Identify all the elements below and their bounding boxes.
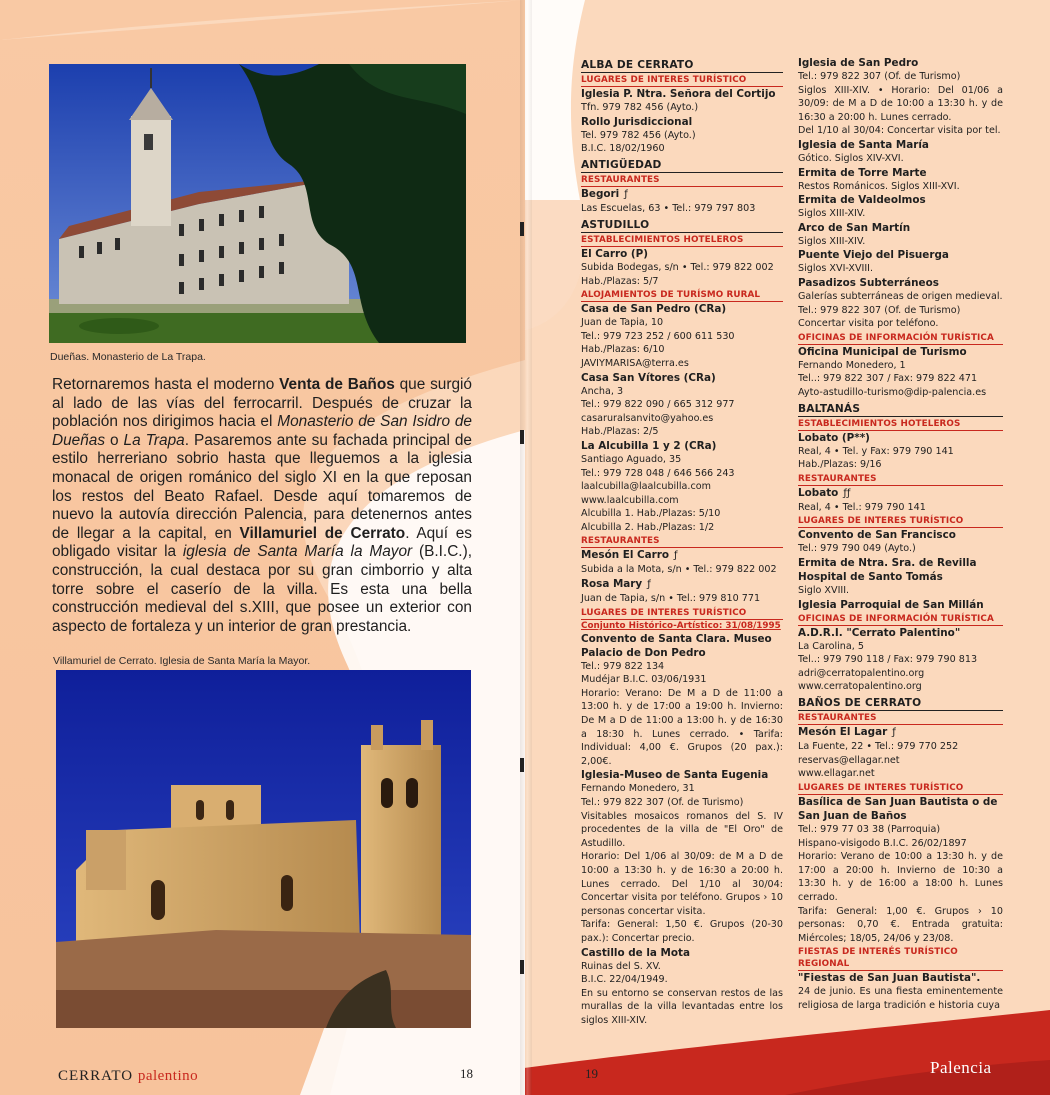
category-heading [581, 607, 783, 620]
entry-detail [798, 152, 1003, 166]
entry-detail-text: Ayto-astudillo-turismo@dip-palencia.es [798, 386, 987, 398]
entry-name-text: Rollo Jurisdiccional [581, 115, 693, 128]
entry-detail [798, 445, 1003, 459]
entry-name [581, 115, 783, 129]
entry-detail-text: Tarifa: General: 1,50 €. Grupos (20-30 pax.): Concertar precio. [581, 919, 783, 944]
entry-detail-text: Tel.: 979 822 090 / 665 312 977 [581, 399, 735, 411]
entry-detail [798, 124, 1003, 138]
binding-mark [520, 758, 524, 772]
entry-detail-text: Hab./Plazas: 6/10 [581, 344, 665, 356]
paragraph-italic-monasterio: Monasterio de San Isidro de Dueñas [52, 413, 472, 449]
entry-name-text: Iglesia-Museo de Santa Eugenia [581, 769, 769, 782]
entry-detail-text: Siglo XVIII. [798, 585, 850, 597]
entry-name-text: "Fiestas de San Juan Bautista". [798, 972, 981, 985]
entry-detail-text: laalcubilla@laalcubilla.com [581, 481, 711, 493]
entry-detail [581, 592, 783, 606]
category-heading-text: RESTAURANTES [581, 175, 660, 186]
entry-detail [581, 425, 783, 439]
town-heading-text: ALBA DE CERRATO [581, 59, 694, 71]
entry-detail-text: Fernando Monedero, 31 [581, 783, 695, 795]
entry-detail-text: En su entorno se conservan restos de las murallas de la villa levantadas entre los siglos XIII-XIV. [581, 987, 783, 1026]
brand-accent: palentino [137, 1068, 199, 1084]
paragraph-italic-iglesia: iglesia de Santa María la Mayor [182, 543, 413, 561]
entry-detail [798, 823, 1003, 837]
entry-detail [581, 412, 783, 426]
category-heading-text: OFICINAS DE INFORMACIÓN TURÍSTICA [798, 332, 994, 343]
entry-name-text: Mesón El Carro [581, 549, 670, 562]
monastery-photo [49, 64, 466, 343]
entry-name-text: Hospital de Santo Tomás [798, 571, 943, 584]
entry-name [798, 276, 1003, 290]
entry-detail-text: Hab./Plazas: 5/7 [581, 275, 659, 287]
entry-detail [798, 985, 1003, 1012]
paragraph-text: (B.I.C.), construcción, la cual destaca por su gran cimborrio y alta torre sobre el caserío de la villa. Es esta una bella construcción medieval del s.XIII, que posee un exterior con aspecto de fortaleza y un interior de gran prestancia. [52, 543, 472, 635]
category-heading [798, 332, 1003, 345]
category-heading-text: LUGARES DE INTERES TURÍSTICO [581, 607, 747, 618]
entry-detail [581, 563, 783, 577]
town-heading [798, 400, 1003, 417]
binding-mark [520, 222, 524, 236]
entry-name [798, 598, 1003, 612]
entry-detail-text: Tel.: 979 723 252 / 600 611 530 [581, 330, 735, 342]
entry-name-text: Arco de San Martín [798, 221, 911, 234]
category-heading-text: LUGARES DE INTERES TURÍSTICO [798, 516, 964, 527]
entry-name [581, 946, 783, 960]
entry-detail [581, 796, 783, 810]
category-heading-text: ESTABLECIMIENTOS HOTELEROS [581, 234, 744, 245]
paragraph-bold-venta-de-banos: Venta de Baños [279, 376, 395, 393]
entry-detail [581, 987, 783, 1028]
entry-detail [581, 850, 783, 918]
entry-detail [798, 317, 1003, 331]
entry-detail-text: Tel.: 979 822 134 [581, 660, 665, 672]
entry-name-text: Lobato (P**) [798, 431, 870, 444]
entry-detail-text: Tel.: 979 728 048 / 646 566 243 [581, 467, 735, 479]
entry-detail [581, 973, 783, 987]
entry-detail-text: Las Escuelas, 63 • Tel.: 979 797 803 [581, 203, 756, 215]
entry-detail [581, 687, 783, 769]
paragraph-text: . Aquí es obligado visitar la [52, 524, 472, 561]
binding-mark [520, 430, 524, 444]
article-paragraph [52, 376, 472, 636]
category-heading [581, 535, 783, 548]
category-heading [798, 418, 1003, 431]
entry-detail-text: Juan de Tapia, s/n • Tel.: 979 810 771 [581, 593, 761, 605]
category-heading [798, 515, 1003, 528]
entry-detail [581, 480, 783, 494]
entry-detail-text: Horario: Verano de 10:00 a 13:30 h. y de 17:00 a 20:00 h. Invierno de 10:30 a 13:30 h. y de 16:00 a 18:00 h. Lunes cerrado. [798, 851, 1003, 903]
entry-detail [798, 640, 1003, 654]
entry-detail [581, 507, 783, 521]
brand-footer [58, 1068, 198, 1085]
entry-detail [581, 660, 783, 674]
entry-name [798, 725, 1003, 740]
entry-detail [581, 101, 783, 115]
entry-detail [581, 202, 783, 216]
entry-name-text: Castillo de la Mota [581, 946, 690, 959]
entry-name-text: Ermita de Ntra. Sra. de Revilla [798, 557, 977, 570]
entry-name-text: Rosa Mary [581, 578, 643, 591]
entry-detail-text: La Carolina, 5 [798, 640, 864, 652]
entry-name [798, 166, 1003, 180]
entry-detail-text: Hispano-visigodo B.I.C. 26/02/1897 [798, 837, 967, 849]
entry-name [798, 221, 1003, 235]
category-heading [798, 946, 1003, 971]
entry-detail-text: Tel..: 979 822 307 / Fax: 979 822 471 [798, 373, 978, 385]
entry-detail-text: Hab./Plazas: 2/5 [581, 426, 659, 438]
entry-name-text: Convento de Santa Clara. Museo Palacio de Don Pedro [581, 632, 772, 659]
entry-detail-text: Galerías subterráneas de origen medieval. [798, 290, 1003, 302]
town-heading-text: ANTIGÜEDAD [581, 158, 662, 171]
entry-detail [798, 372, 1003, 386]
entry-detail [581, 385, 783, 399]
entry-name [798, 626, 1003, 640]
entry-detail [798, 304, 1003, 318]
entry-detail-text: Siglos XIII-XIV. [798, 235, 866, 247]
brand-name: CERRATO [58, 1068, 134, 1084]
entry-name [581, 632, 783, 660]
entry-detail [581, 810, 783, 851]
entry-detail [581, 129, 783, 143]
entry-detail [798, 235, 1003, 249]
entry-detail-text: Juan de Tapia, 10 [581, 317, 664, 329]
entry-detail-text: Gótico. Siglos XIV-XVI. [798, 152, 904, 164]
category-heading [581, 174, 783, 187]
entry-detail [798, 207, 1003, 221]
entry-name [581, 548, 783, 563]
entry-name-text: Casa San Vítores (CRa) [581, 371, 716, 384]
entry-detail [798, 740, 1003, 754]
entry-detail-text: www.laalcubilla.com [581, 494, 679, 506]
paragraph-italic-la-trapa: La Trapa [123, 431, 185, 449]
entry-name [581, 439, 783, 453]
entry-name-text: Iglesia Parroquial de San Millán [798, 598, 984, 611]
entry-name [581, 187, 783, 202]
entry-name [798, 556, 1003, 570]
entry-name [798, 528, 1003, 542]
entry-detail-text: Concertar visita por teléfono. [798, 318, 939, 330]
entry-name-text: Iglesia de Santa María [798, 138, 929, 151]
entry-detail-text: B.I.C. 22/04/1949. [581, 974, 668, 986]
entry-detail-text: reservas@ellagar.net [798, 754, 900, 766]
entry-detail-text: Fernando Monedero, 1 [798, 359, 906, 371]
paragraph-bold-villamuriel: Villamuriel de Cerrato [239, 524, 406, 542]
category-heading-text: ESTABLECIMIENTOS HOTELEROS [798, 418, 961, 429]
entry-detail [581, 453, 783, 467]
entry-detail-text: Siglos XVI-XVIII. [798, 263, 874, 275]
entry-name-text: Mesón El Lagar [798, 726, 888, 739]
entry-detail [798, 290, 1003, 304]
entry-detail-text: Horario: Del 1/06 al 30/09: de M a D de 10:00 a 13:30 h. y de 16:30 a 20:00 h. Lunes cerrado. Del 1/10 al 30/04: Concertar visita por teléfono. Grupos › 10 personas concertar visita. [581, 851, 783, 917]
entry-name-text: Convento de San Francisco [798, 529, 956, 542]
entry-detail-text: www.ellagar.net [798, 768, 875, 780]
entry-name [581, 577, 783, 592]
entry-detail-text: Hab./Plazas: 9/16 [798, 459, 882, 471]
entry-detail [798, 501, 1003, 515]
entry-name-text: Iglesia P. Ntra. Señora del Cortijo [581, 88, 776, 101]
category-heading-text: LUGARES DE INTERES TURÍSTICO [798, 783, 964, 794]
entry-name [581, 247, 783, 261]
entry-detail-text: Siglos XIII-XIV. • Horario: Del 01/06 a 30/09: de M a D de 10:00 a 13:30 h. y de 16:30 a 20:00 h. Lunes cerrado. [798, 84, 1003, 123]
entry-name-text: La Alcubilla 1 y 2 (CRa) [581, 439, 717, 452]
fork-rating-icon: ƒ [647, 579, 651, 591]
entry-detail [581, 521, 783, 535]
church-caption: Villamuriel de Cerrato. Iglesia de Santa María la Mayor. [53, 655, 311, 667]
palencia-footer-title: Palencia [930, 1058, 992, 1077]
category-heading [581, 234, 783, 247]
entry-detail-text: Tarifa: General: 1,00 €. Grupos › 10 personas: 0,70 €. Entrada gratuita: Miércoles; 18/05, 24/06 y 23/08. [798, 905, 1003, 944]
subcategory-note-text: Conjunto Histórico-Artístico: 31/08/1995 [581, 620, 781, 631]
category-heading-text: RESTAURANTES [798, 473, 877, 484]
page-number-left: 18 [460, 1066, 473, 1081]
entry-detail-text: Real, 4 • Tel.: 979 790 141 [798, 501, 926, 513]
category-heading [798, 613, 1003, 626]
entry-detail-text: Tel.: 979 822 307 (Of. de Turismo) [581, 797, 744, 809]
entry-name-text: Pasadizos Subterráneos [798, 276, 939, 289]
entry-detail [798, 767, 1003, 781]
page-gutter [520, 0, 532, 1095]
paragraph-text: Retornaremos hasta el moderno [52, 376, 280, 393]
entry-name-text: Lobato [798, 486, 839, 499]
entry-detail-text: Tel.: 979 790 049 (Ayto.) [798, 543, 916, 555]
entry-detail-text: Alcubilla 2. Hab./Plazas: 1/2 [581, 521, 715, 533]
category-heading-text: ALOJAMIENTOS DE TURÍSMO RURAL [581, 290, 761, 301]
directory-column-1 [581, 56, 783, 1028]
entry-name-text: Basílica de San Juan Bautista o de San Juan de Baños [798, 796, 998, 823]
binding-mark [520, 960, 524, 974]
church-photo [56, 670, 471, 1028]
entry-detail [581, 960, 783, 974]
entry-detail [581, 275, 783, 289]
category-heading [798, 782, 1003, 795]
entry-detail-text: www.cerratopalentino.org [798, 681, 922, 693]
paragraph-text: . Pasaremos ante su fachada principal de estilo herreriano sobrio hasta que lleguemos a la iglesia monacal de origen románico del siglo XI en la que reposan los restos del Beato Rafael. Desde aquí tomaremos de nuevo la autovía dirección Palencia, para detenernos antes de llegar a la capital, en [52, 431, 472, 542]
subcategory-note [581, 620, 783, 632]
fork-rating-icon: ƒ [674, 550, 678, 562]
entry-detail [798, 584, 1003, 598]
entry-detail-text: Ancha, 3 [581, 385, 624, 397]
entry-detail-text: Siglos XIII-XIV. [798, 208, 866, 220]
entry-detail [581, 494, 783, 508]
entry-name [581, 87, 783, 101]
entry-name-text: Ermita de Valdeolmos [798, 194, 926, 207]
entry-name-text: Oficina Municipal de Turismo [798, 345, 967, 358]
entry-name [798, 431, 1003, 445]
town-heading [581, 56, 783, 73]
entry-detail [798, 386, 1003, 400]
entry-detail-text: Tel.: 979 77 03 38 (Parroquia) [798, 824, 941, 836]
entry-name-text: El Carro (P) [581, 247, 649, 260]
page-number-right: 19 [585, 1066, 598, 1081]
entry-detail-text: Santiago Aguado, 35 [581, 453, 682, 465]
entry-detail [581, 357, 783, 371]
category-heading [798, 712, 1003, 725]
entry-detail-text: Tel.: 979 822 307 (Of. de Turismo) [798, 304, 961, 316]
entry-detail-text: Subida a la Mota, s/n • Tel.: 979 822 002 [581, 564, 777, 576]
entry-detail [798, 754, 1003, 768]
entry-detail [581, 782, 783, 796]
entry-detail [581, 918, 783, 945]
entry-name [798, 345, 1003, 359]
entry-detail [798, 680, 1003, 694]
fork-rating-icon: ƒƒ [843, 487, 851, 499]
entry-name [798, 486, 1003, 501]
entry-detail-text: adri@cerratopalentino.org [798, 667, 925, 679]
entry-name [798, 56, 1003, 70]
category-heading [798, 473, 1003, 486]
entry-detail [581, 398, 783, 412]
fork-rating-icon: ƒ [624, 189, 628, 201]
category-heading [581, 289, 783, 302]
town-heading-text: BALTANÁS [798, 402, 861, 415]
entry-detail-text: B.I.C. 18/02/1960 [581, 143, 665, 155]
entry-detail-text: La Fuente, 22 • Tel.: 979 770 252 [798, 741, 959, 753]
entry-detail [798, 653, 1003, 667]
entry-detail [581, 316, 783, 330]
entry-detail [798, 667, 1003, 681]
town-heading-text: BAÑOS DE CERRATO [798, 697, 922, 710]
town-heading [581, 156, 783, 173]
entry-detail-text: Restos Románicos. Siglos XIII-XVI. [798, 180, 960, 192]
category-heading-text: FIESTAS DE INTERÉS TURÍSTICO REGIONAL [798, 947, 958, 970]
entry-detail [798, 84, 1003, 125]
entry-detail [798, 850, 1003, 904]
category-heading [581, 74, 783, 87]
entry-name [798, 138, 1003, 152]
entry-detail [798, 905, 1003, 946]
entry-detail-text: JAVIYMARISA@terra.es [581, 357, 689, 369]
town-heading-text: ASTUDILLO [581, 218, 650, 231]
entry-detail-text: Tel.: 979 822 307 (Of. de Turismo) [798, 71, 961, 82]
town-heading [581, 216, 783, 233]
entry-detail [581, 142, 783, 156]
entry-detail-text: Alcubilla 1. Hab./Plazas: 5/10 [581, 508, 721, 520]
entry-detail [581, 261, 783, 275]
entry-name [798, 795, 1003, 823]
entry-detail [798, 458, 1003, 472]
entry-detail [581, 467, 783, 481]
town-heading [798, 694, 1003, 711]
entry-detail [581, 330, 783, 344]
paragraph-text: o [105, 431, 124, 449]
entry-detail-text: Del 1/10 al 30/04: Concertar visita por tel. [798, 125, 1001, 137]
entry-detail [798, 180, 1003, 194]
entry-name-text: A.D.R.I. "Cerrato Palentino" [798, 626, 961, 639]
fork-rating-icon: ƒ [892, 727, 896, 739]
entry-name-text: Begori [581, 188, 620, 201]
entry-name [798, 971, 1003, 985]
entry-name [581, 302, 783, 316]
entry-detail [581, 343, 783, 357]
entry-detail-text: Tel..: 979 790 118 / Fax: 979 790 813 [798, 654, 978, 666]
entry-detail [798, 262, 1003, 276]
entry-detail-text: Mudéjar B.I.C. 03/06/1931 [581, 674, 707, 686]
category-heading-text: RESTAURANTES [581, 536, 660, 547]
category-heading-text: OFICINAS DE INFORMACIÓN TURÍSTICA [798, 613, 994, 624]
entry-name-text: Puente Viejo del Pisuerga [798, 249, 949, 262]
category-heading-text: LUGARES DE INTERES TURÍSTICO [581, 75, 747, 86]
entry-detail [798, 837, 1003, 851]
entry-detail-text: Tfn. 979 782 456 (Ayto.) [581, 102, 699, 114]
entry-detail-text: Real, 4 • Tel. y Fax: 979 790 141 [798, 445, 954, 457]
entry-detail-text: Subida Bodegas, s/n • Tel.: 979 822 002 [581, 261, 774, 273]
entry-name-text: Casa de San Pedro (CRa) [581, 303, 727, 316]
entry-detail-text: Tel. 979 782 456 (Ayto.) [581, 129, 696, 141]
entry-detail-text: Horario: Verano: De M a D de 11:00 a 13:00 h. y de 17:00 a 19:00 h. Invierno: De M a D de 11:00 a 13:00 h. y de 16:30 a 18:30 h. Lunes cerrado. • Tarifa: Individual: 4,00 €. Grupos (20 pax.): 2,00€. [581, 687, 783, 767]
entry-name [581, 371, 783, 385]
entry-name [798, 193, 1003, 207]
entry-detail-text: Ruinas del S. XV. [581, 960, 661, 972]
entry-detail [581, 673, 783, 687]
entry-detail-text: 24 de junio. Es una fiesta eminentemente religiosa de larga tradición e historia cuya [798, 986, 1003, 1011]
entry-detail-text: casaruralsanvito@yahoo.es [581, 412, 714, 424]
entry-name-text: Ermita de Torre Marte [798, 166, 927, 179]
entry-detail [798, 70, 1003, 84]
category-heading-text: RESTAURANTES [798, 713, 877, 724]
entry-name-text: Iglesia de San Pedro [798, 57, 919, 69]
entry-detail [798, 359, 1003, 373]
entry-detail [798, 542, 1003, 556]
entry-name [798, 248, 1003, 262]
paragraph-text: que surgió al lado de las vías del ferrocarril. Después de cruzar la población nos dirigimos hacia el [52, 376, 472, 431]
entry-name [581, 768, 783, 782]
monastery-caption: Dueñas. Monasterio de La Trapa. [50, 351, 206, 363]
directory-column-2 [798, 56, 1003, 1013]
entry-name [798, 570, 1003, 584]
entry-detail-text: Visitables mosaicos romanos del S. IV procedentes de la villa de "El Oro" de Astudillo. [581, 810, 783, 849]
